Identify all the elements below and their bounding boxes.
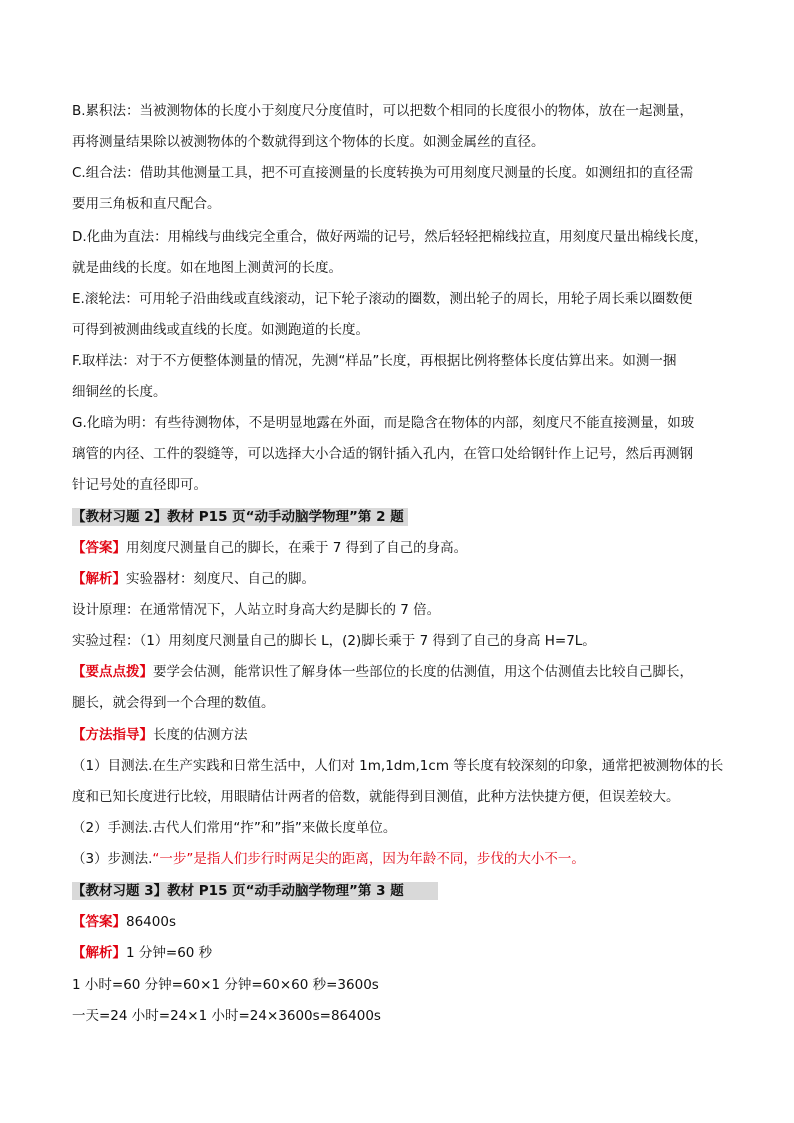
method-f-line-2: 细铜丝的长度。 xyxy=(72,384,167,400)
method-guide xyxy=(72,726,732,744)
step-measure-red: “一步”是指人们步行时两足尖的距离，因为年龄不同，步伐的大小不一。 xyxy=(152,851,585,867)
design-principle: 设计原理：在通常情况下，人站立时身高大约是脚长的 7 倍。 xyxy=(72,602,441,618)
method-d-line-1: D.化曲为直法：用棉线与曲线完全重合，做好两端的记号，然后轻轻把棉线拉直，用刻度尺量出棉线长度， xyxy=(72,229,708,245)
method-g-line-3: 针记号处的直径即可。 xyxy=(72,477,207,493)
answer-text: 用刻度尺测量自己的脚长，在乘于 7 得到了自己的身高。 xyxy=(126,540,468,556)
day-conversion: 一天=24 小时=24×1 小时=24×3600s=86400s xyxy=(72,1008,381,1024)
hour-conversion: 1 小时=60 分钟=60×1 分钟=60×60 秒=3600s xyxy=(72,977,379,993)
analysis-tag: 【解析】 xyxy=(72,571,126,587)
method-b-line-2: 再将测量结果除以被测物体的个数就得到这个物体的长度。如测金属丝的直径。 xyxy=(72,134,545,150)
keypoint-line-1 xyxy=(72,663,732,681)
method-guide-tag: 【方法指导】 xyxy=(72,727,153,743)
keypoint-text: 要学会估测，能常识性了解身体一些部位的长度的估测值，用这个估测值去比较自己脚长， xyxy=(153,664,693,680)
method-e-line-2: 可得到被测曲线或直线的长度。如测跑道的长度。 xyxy=(72,322,369,338)
exercise-3-analysis xyxy=(72,944,732,962)
keypoint-line-2: 腿长，就会得到一个合理的数值。 xyxy=(72,695,275,711)
exercise-3-heading: 【教材习题 3】教材 P15 页“动手动脑学物理”第 3 题 xyxy=(72,883,404,899)
method-c-line-2: 要用三角板和直尺配合。 xyxy=(72,196,221,212)
method-d-line-2: 就是曲线的长度。如在地图上测黄河的长度。 xyxy=(72,260,342,276)
experiment-process: 实验过程：（1）用刻度尺测量自己的脚长 L，(2)脚长乘于 7 得到了自己的身高 H=7L。 xyxy=(72,633,596,649)
method-g-line-2: 璃管的内径、工件的裂缝等，可以选择大小合适的钢针插入孔内，在管口处给钢针作上记号，然后再测钢 xyxy=(72,446,693,462)
keypoint-tag: 【要点点拨】 xyxy=(72,664,153,680)
step-measure-line xyxy=(72,850,732,868)
answer-tag: 【答案】 xyxy=(72,914,126,930)
method-c-line-1: C.组合法：借助其他测量工具，把不可直接测量的长度转换为可用刻度尺测量的长度。如测纽扣的直径需 xyxy=(72,165,694,181)
method-e-line-1: E.滚轮法：可用轮子沿曲线或直线滚动，记下轮子滚动的圈数，测出轮子的周长，用轮子周长乘以圈数便 xyxy=(72,291,693,307)
visual-estimate-line-1: （1）目测法.在生产实践和日常生活中，人们对 1m,1dm,1cm 等长度有较深刻的印象，通常把被测物体的长 xyxy=(72,758,724,774)
hand-measure-line: （2）手测法.古代人们常用“拃”和”指”来做长度单位。 xyxy=(72,820,397,836)
exercise-2-analysis xyxy=(72,570,732,588)
analysis-text: 实验器材：刻度尺、自己的脚。 xyxy=(126,571,315,587)
answer-tag: 【答案】 xyxy=(72,540,126,556)
method-f-line-1: F.取样法：对于不方便整体测量的情况，先测“样品”长度，再根据比例将整体长度估算出来。如测一捆 xyxy=(72,353,677,369)
answer-text: 86400s xyxy=(126,914,176,930)
exercise-2-answer xyxy=(72,539,732,557)
exercise-2-heading: 【教材习题 2】教材 P15 页“动手动脑学物理”第 2 题 xyxy=(72,509,404,525)
visual-estimate-line-2: 度和已知长度进行比较，用眼睛估计两者的倍数，就能得到目测值，此种方法快捷方便，但误差较大。 xyxy=(72,789,680,805)
method-g-line-1: G.化暗为明：有些待测物体，不是明显地露在外面，而是隐含在物体的内部，刻度尺不能直接测量，如玻 xyxy=(72,415,695,431)
analysis-tag: 【解析】 xyxy=(72,945,126,961)
method-b-line-1: B.累积法：当被测物体的长度小于刻度尺分度值时，可以把数个相同的长度很小的物体，放在一起测量， xyxy=(72,103,694,119)
exercise-3-answer xyxy=(72,913,732,931)
method-guide-text: 长度的估测方法 xyxy=(153,727,248,743)
analysis-text: 1 分钟=60 秒 xyxy=(126,945,213,961)
step-measure-prefix: （3）步测法. xyxy=(72,851,153,867)
